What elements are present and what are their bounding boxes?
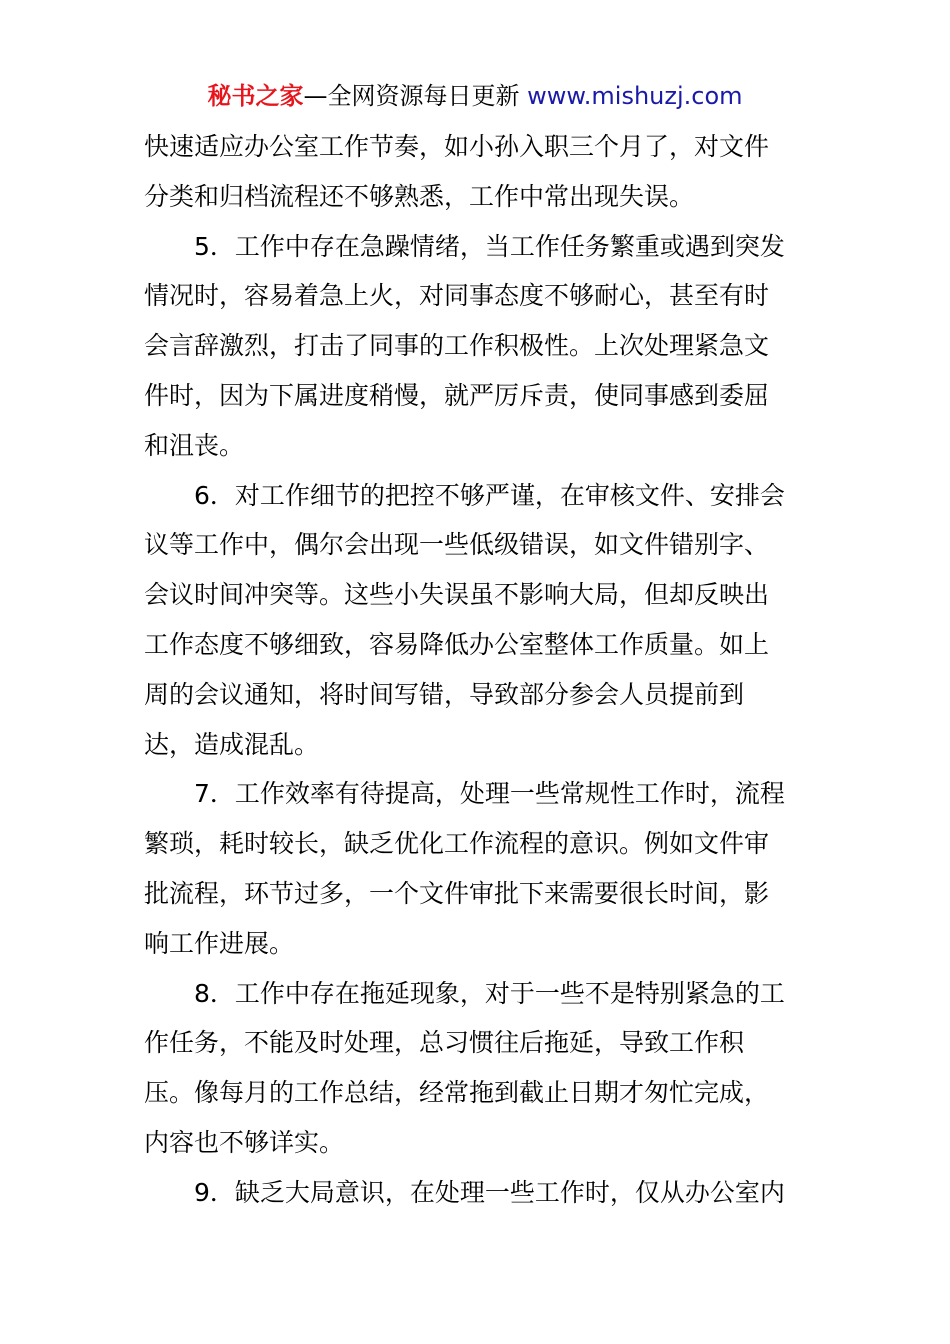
text-line: 议等工作中，偶尔会出现一些低级错误，如文件错别字、 (144, 530, 770, 560)
text-line: 会言辞激烈，打击了同事的工作积极性。上次处理紧急文 (144, 331, 770, 361)
paragraph-first-line: 8．工作中存在拖延现象，对于一些不是特别紧急的工 (194, 978, 785, 1008)
paragraph-first-line: 7．工作效率有待提高，处理一些常规性工作时，流程 (194, 779, 785, 809)
site-url-link[interactable]: www.mishuzj.com (527, 82, 743, 110)
text-line: 压。像每月的工作总结，经常拖到截止日期才匆忙完成， (144, 1078, 770, 1108)
paragraph-first-line: 6．对工作细节的把控不够严谨，在审核文件、安排会 (194, 480, 785, 510)
text-line: 内容也不够详实。 (144, 1127, 345, 1157)
text-line: 作任务，不能及时处理，总习惯往后拖延，导致工作积 (144, 1028, 745, 1058)
text-line: 繁琐，耗时较长，缺乏优化工作流程的意识。例如文件审 (144, 829, 770, 859)
text-line: 件时，因为下属进度稍慢，就严厉斥责，使同事感到委屈 (144, 380, 770, 410)
paragraph-first-line: 5．工作中存在急躁情绪，当工作任务繁重或遇到突发 (194, 231, 785, 261)
paragraph-first-line: 9．缺乏大局意识，在处理一些工作时，仅从办公室内 (194, 1177, 785, 1207)
text-line: 周的会议通知，将时间写错，导致部分参会人员提前到 (144, 679, 745, 709)
text-line: 分类和归档流程还不够熟悉，工作中常出现失误。 (144, 181, 695, 211)
text-line: 批流程，环节过多，一个文件审批下来需要很长时间，影 (144, 878, 770, 908)
text-line: 情况时，容易着急上火，对同事态度不够耐心，甚至有时 (144, 281, 770, 311)
text-line: 会议时间冲突等。这些小失误虽不影响大局，但却反映出 (144, 580, 770, 610)
text-line: 响工作进展。 (144, 928, 295, 958)
text-line: 快速适应办公室工作节奏，如小孙入职三个月了，对文件 (144, 132, 770, 161)
header-tagline: —全网资源每日更新 (303, 82, 520, 110)
brand-name: 秘书之家 (207, 82, 304, 110)
page-header (0, 80, 950, 112)
text-line: 达，造成混乱。 (144, 729, 320, 759)
document-body (144, 122, 809, 1218)
text-line: 工作态度不够细致，容易降低办公室整体工作质量。如上 (144, 629, 770, 659)
text-line: 和沮丧。 (144, 430, 245, 460)
